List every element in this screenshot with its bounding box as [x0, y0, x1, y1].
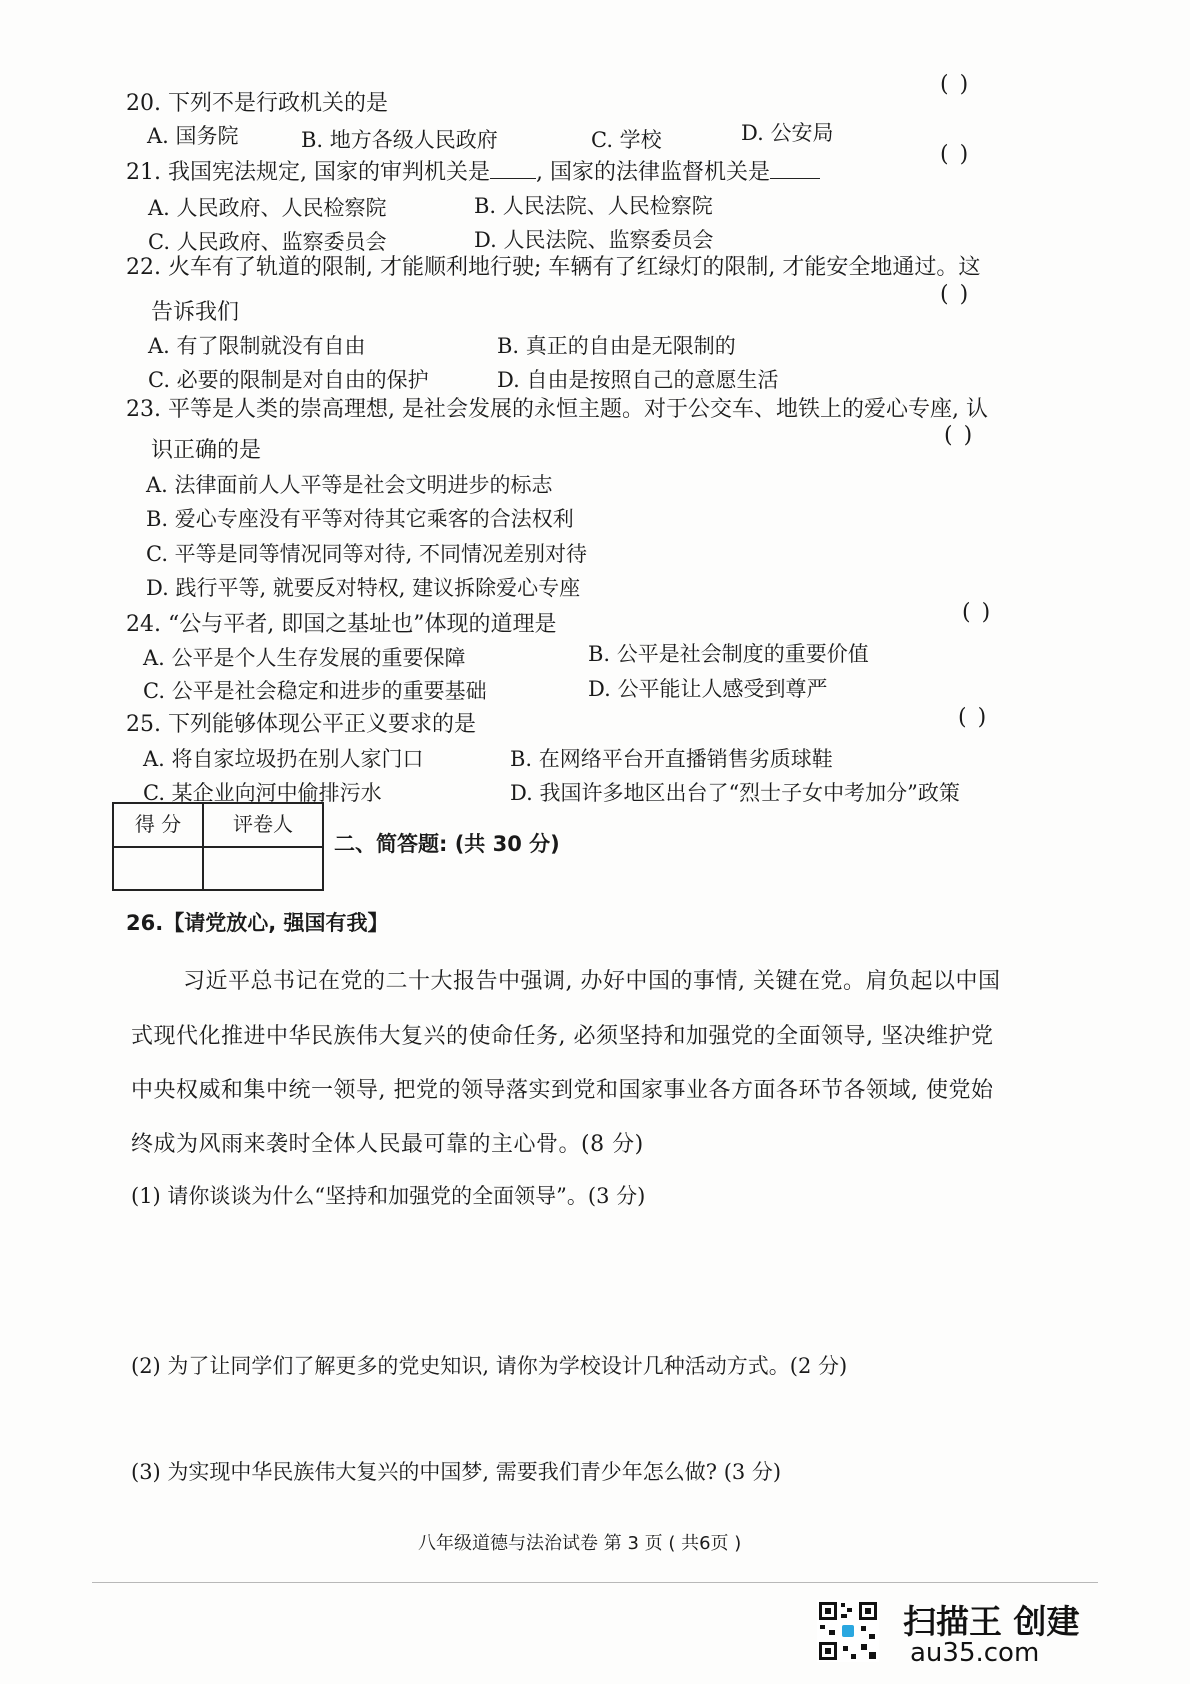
question-20-stem: 20. 下列不是行政机关的是	[126, 91, 388, 116]
q23-option-d: D. 践行平等, 就要反对特权, 建议拆除爱心专座	[146, 576, 581, 600]
q26-paragraph-line-2: 式现代化推进中华民族伟大复兴的使命任务, 必须坚持和加强党的全面领导, 坚决维护党	[131, 1024, 994, 1049]
answer-bracket-q20: ( )	[940, 72, 971, 97]
page-footer: 八年级道德与法治试卷 第 3 页 ( 共6页 )	[418, 1533, 742, 1554]
q23-option-a: A. 法律面前人人平等是社会文明进步的标志	[146, 473, 553, 497]
question-22-stem-line2: 告诉我们	[151, 300, 240, 325]
q25-option-c: C. 某企业向河中偷排污水	[143, 781, 382, 805]
q25-option-a: A. 将自家垃圾扔在别人家门口	[143, 747, 424, 771]
q22-option-b: B. 真正的自由是无限制的	[497, 334, 736, 358]
q24-option-d: D. 公平能让人感受到尊严	[588, 677, 828, 701]
q26-subquestion-1: (1) 请你谈谈为什么“坚持和加强党的全面领导”。(3 分)	[131, 1184, 646, 1208]
score-cell	[114, 848, 204, 889]
question-26-title: 26.【请党放心, 强国有我】	[126, 911, 389, 935]
score-header: 得 分	[114, 804, 204, 848]
q21-option-d: D. 人民法院、监察委员会	[474, 228, 714, 252]
answer-bracket-q21: ( )	[940, 142, 971, 167]
q26-paragraph-line-4: 终成为风雨来袭时全体人民最可靠的主心骨。(8 分)	[131, 1132, 644, 1157]
question-22-stem-line1: 22. 火车有了轨道的限制, 才能顺利地行驶; 车辆有了红绿灯的限制, 才能安全地通过。这	[126, 255, 981, 280]
q22-option-c: C. 必要的限制是对自由的保护	[148, 368, 429, 392]
q23-option-b: B. 爱心专座没有平等对待其它乘客的合法权利	[146, 507, 574, 531]
q20-option-c: C. 学校	[591, 128, 662, 152]
question-25-stem: 25. 下列能够体现公平正义要求的是	[126, 712, 476, 737]
answer-bracket-q23: ( )	[944, 423, 975, 448]
q22-option-d: D. 自由是按照自己的意愿生活	[497, 368, 779, 392]
watermark-brand-name: 扫描王 创建	[903, 1602, 1080, 1641]
q23-option-c: C. 平等是同等情况同等对待, 不同情况差别对待	[146, 542, 588, 566]
q21-option-c: C. 人民政府、监察委员会	[148, 230, 387, 254]
q20-option-a: A. 国务院	[147, 124, 239, 148]
q25-option-b: B. 在网络平台开直播销售劣质球鞋	[510, 747, 833, 771]
q22-option-a: A. 有了限制就没有自由	[148, 334, 366, 358]
q26-paragraph-line-3: 中央权威和集中统一领导, 把党的领导落实到党和国家事业各方面各环节各领域, 使党始	[131, 1078, 994, 1103]
question-24-stem: 24. “公与平者, 即国之基址也”体现的道理是	[126, 612, 557, 637]
q20-option-b: B. 地方各级人民政府	[301, 128, 498, 152]
question-21-stem: 21. 我国宪法规定, 国家的审判机关是 , 国家的法律监督机关是	[126, 155, 820, 186]
q26-subquestion-3: (3) 为实现中华民族伟大复兴的中国梦, 需要我们青少年怎么做? (3 分)	[131, 1460, 782, 1484]
q21-option-a: A. 人民政府、人民检察院	[148, 196, 387, 220]
q26-paragraph-line-1: 习近平总书记在党的二十大报告中强调, 办好中国的事情, 关键在党。肩负起以中国	[183, 969, 1001, 994]
q24-option-b: B. 公平是社会制度的重要价值	[588, 642, 869, 666]
question-23-stem-line2: 识正确的是	[151, 438, 262, 463]
score-table	[112, 802, 324, 891]
grader-cell	[204, 848, 322, 889]
answer-bracket-q22: ( )	[940, 282, 971, 307]
answer-bracket-q24: ( )	[962, 600, 993, 625]
q20-option-d: D. 公安局	[741, 121, 834, 145]
q26-subquestion-2: (2) 为了让同学们了解更多的党史知识, 请你为学校设计几种活动方式。(2 分)	[131, 1354, 848, 1378]
q25-option-d: D. 我国许多地区出台了“烈士子女中考加分”政策	[510, 781, 960, 805]
grader-header: 评卷人	[204, 804, 322, 848]
q24-option-c: C. 公平是社会稳定和进步的重要基础	[143, 679, 487, 703]
footer-divider	[92, 1582, 1098, 1583]
answer-bracket-q25: ( )	[958, 705, 989, 730]
question-23-stem-line1: 23. 平等是人类的崇高理想, 是社会发展的永恒主题。对于公交车、地铁上的爱心专座, 认	[126, 397, 988, 422]
qr-code-icon	[817, 1600, 879, 1662]
q24-option-a: A. 公平是个人生存发展的重要保障	[143, 646, 466, 670]
section-2-title: 二、简答题: (共 30 分)	[334, 832, 560, 856]
watermark-url: au35.com	[910, 1638, 1040, 1668]
q21-option-b: B. 人民法院、人民检察院	[474, 194, 713, 218]
